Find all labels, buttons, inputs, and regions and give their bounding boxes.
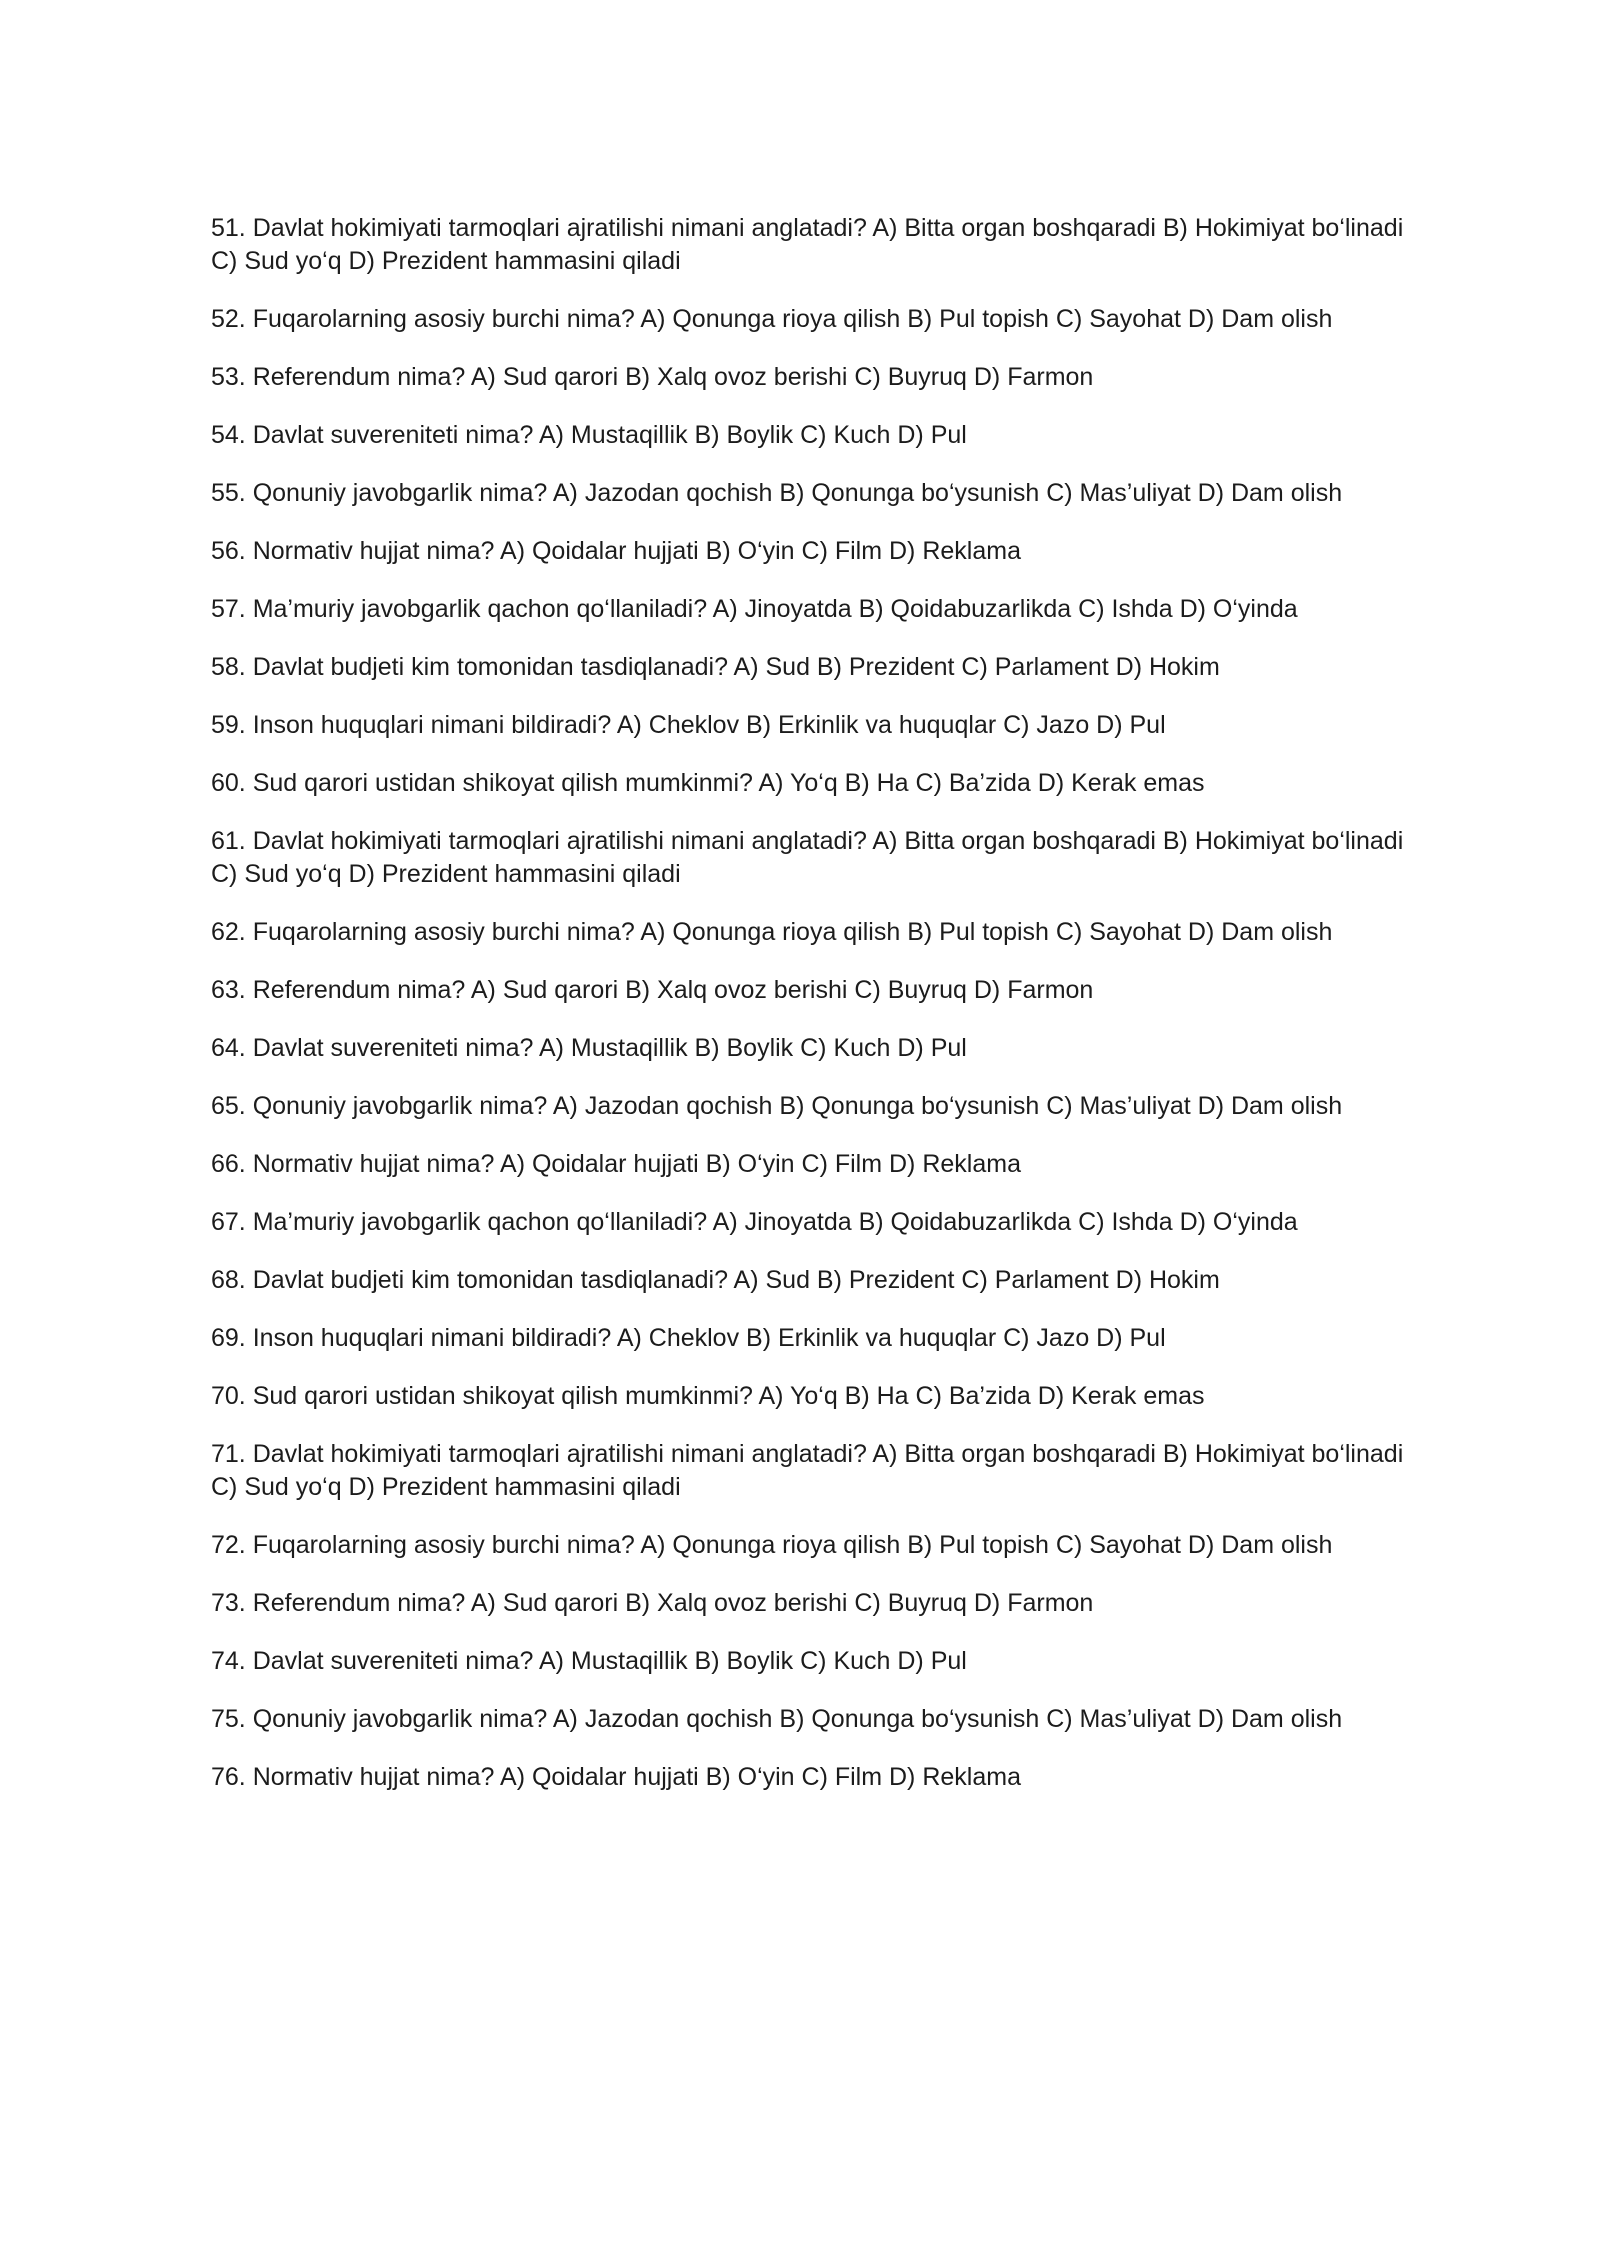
question-list [211,212,1411,1819]
question-item: 55. Qonuniy javobgarlik nima? A) Jazodan qochish B) Qonunga bo‘ysunish C) Mas’uliyat D) Dam olish [211,479,1343,507]
question-item: 54. Davlat suvereniteti nima? A) Mustaqillik B) Boylik C) Kuch D) Pul [211,421,967,449]
question-item: 72. Fuqarolarning asosiy burchi nima? A) Qonunga rioya qilish B) Pul topish C) Sayohat D) Dam olish [211,1531,1333,1559]
question-item: 68. Davlat budjeti kim tomonidan tasdiqlanadi? A) Sud B) Prezident C) Parlament D) Hokim [211,1266,1220,1294]
question-item: 56. Normativ hujjat nima? A) Qoidalar hujjati B) O‘yin C) Film D) Reklama [211,537,1021,565]
question-item: 61. Davlat hokimiyati tarmoqlari ajratilishi nimani anglatadi? A) Bitta organ boshqaradi B) Hokimiyat bo‘linadi C) Sud yo‘q D) Prezident hammasini qiladi [211,827,1404,888]
question-item: 67. Ma’muriy javobgarlik qachon qo‘llaniladi? A) Jinoyatda B) Qoidabuzarlikda C) Ishda D) O‘yinda [211,1208,1298,1236]
question-item: 63. Referendum nima? A) Sud qarori B) Xalq ovoz berishi C) Buyruq D) Farmon [211,976,1094,1004]
question-item: 60. Sud qarori ustidan shikoyat qilish mumkinmi? A) Yo‘q B) Ha C) Ba’zida D) Kerak emas [211,769,1205,797]
question-item: 65. Qonuniy javobgarlik nima? A) Jazodan qochish B) Qonunga bo‘ysunish C) Mas’uliyat D) Dam olish [211,1092,1343,1120]
question-item: 76. Normativ hujjat nima? A) Qoidalar hujjati B) O‘yin C) Film D) Reklama [211,1763,1021,1791]
question-item: 62. Fuqarolarning asosiy burchi nima? A) Qonunga rioya qilish B) Pul topish C) Sayohat D) Dam olish [211,918,1333,946]
question-item: 73. Referendum nima? A) Sud qarori B) Xalq ovoz berishi C) Buyruq D) Farmon [211,1589,1094,1617]
question-item: 64. Davlat suvereniteti nima? A) Mustaqillik B) Boylik C) Kuch D) Pul [211,1034,967,1062]
question-item: 57. Ma’muriy javobgarlik qachon qo‘llaniladi? A) Jinoyatda B) Qoidabuzarlikda C) Ishda D) O‘yinda [211,595,1298,623]
question-item: 51. Davlat hokimiyati tarmoqlari ajratilishi nimani anglatadi? A) Bitta organ boshqaradi B) Hokimiyat bo‘linadi C) Sud yo‘q D) Prezident hammasini qiladi [211,214,1404,275]
question-item: 59. Inson huquqlari nimani bildiradi? A) Cheklov B) Erkinlik va huquqlar C) Jazo D) Pul [211,711,1166,739]
question-item: 66. Normativ hujjat nima? A) Qoidalar hujjati B) O‘yin C) Film D) Reklama [211,1150,1021,1178]
question-item: 74. Davlat suvereniteti nima? A) Mustaqillik B) Boylik C) Kuch D) Pul [211,1647,967,1675]
question-item: 75. Qonuniy javobgarlik nima? A) Jazodan qochish B) Qonunga bo‘ysunish C) Mas’uliyat D) Dam olish [211,1705,1343,1733]
question-item: 69. Inson huquqlari nimani bildiradi? A) Cheklov B) Erkinlik va huquqlar C) Jazo D) Pul [211,1324,1166,1352]
question-item: 52. Fuqarolarning asosiy burchi nima? A) Qonunga rioya qilish B) Pul topish C) Sayohat D) Dam olish [211,305,1333,333]
question-item: 71. Davlat hokimiyati tarmoqlari ajratilishi nimani anglatadi? A) Bitta organ boshqaradi B) Hokimiyat bo‘linadi C) Sud yo‘q D) Prezident hammasini qiladi [211,1440,1404,1501]
question-item: 58. Davlat budjeti kim tomonidan tasdiqlanadi? A) Sud B) Prezident C) Parlament D) Hokim [211,653,1220,681]
question-item: 53. Referendum nima? A) Sud qarori B) Xalq ovoz berishi C) Buyruq D) Farmon [211,363,1094,391]
question-item: 70. Sud qarori ustidan shikoyat qilish mumkinmi? A) Yo‘q B) Ha C) Ba’zida D) Kerak emas [211,1382,1205,1410]
